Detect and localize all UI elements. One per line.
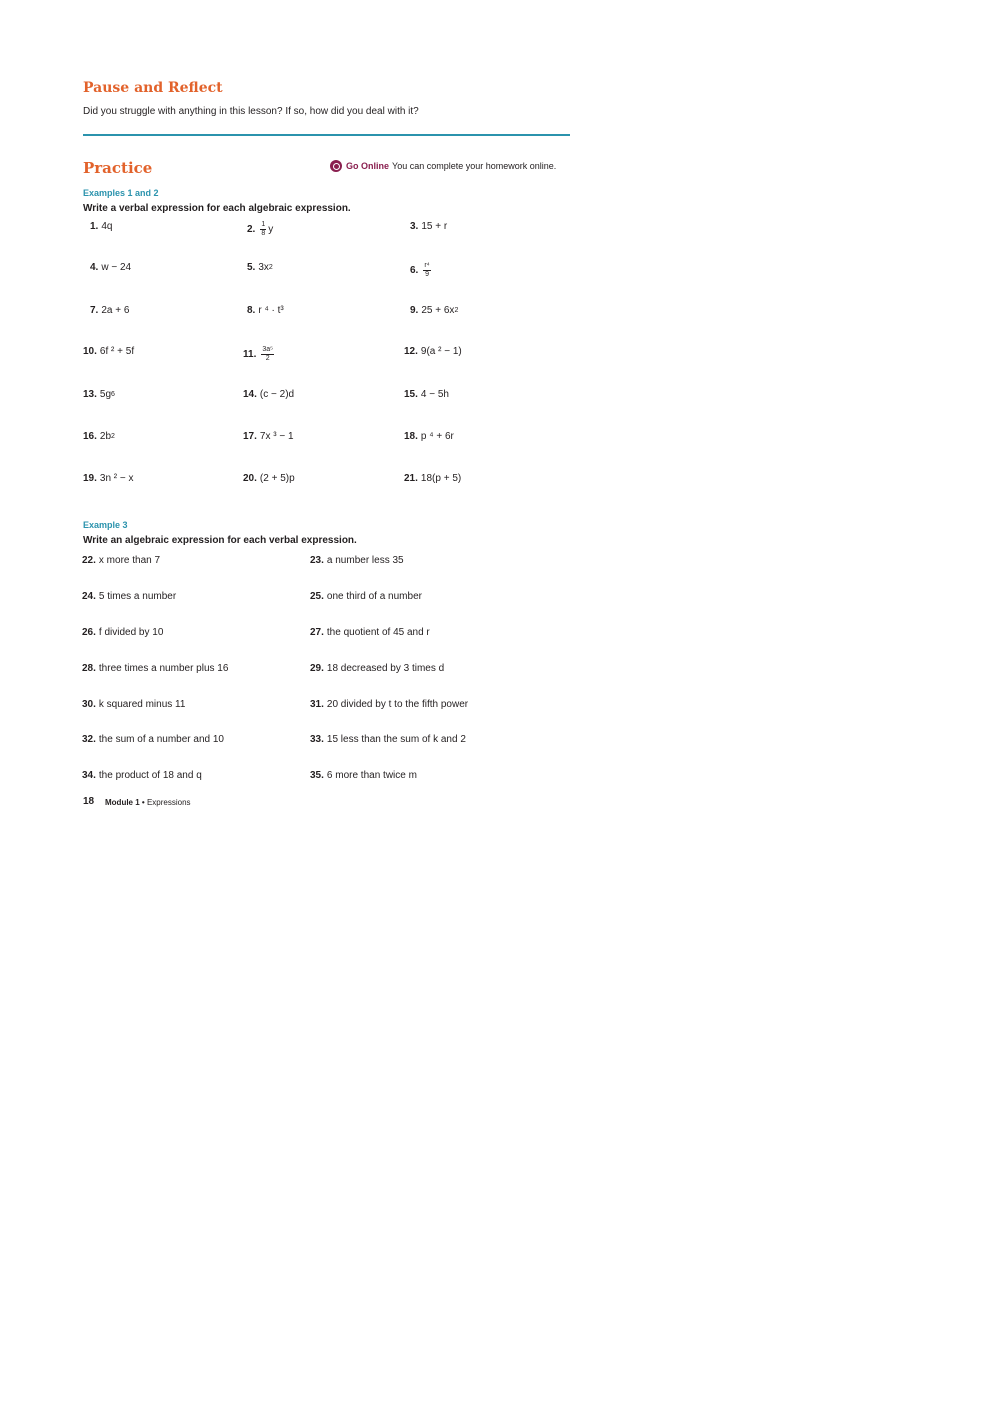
page-number: 18 — [83, 796, 95, 807]
expression: y — [268, 224, 274, 235]
exercise-item — [310, 627, 430, 638]
exercise-number: 5. — [247, 262, 256, 273]
expression: (2 + 5)p — [259, 473, 295, 484]
exercise-item — [82, 770, 202, 781]
fraction — [261, 346, 274, 363]
exercise-item — [247, 221, 273, 238]
exercise-number: 28. — [82, 663, 96, 674]
exercise-number: 9. — [410, 305, 419, 316]
exercise-item — [243, 346, 276, 363]
expression: r ⁴ · t³ — [258, 305, 284, 316]
exercise-number: 4. — [90, 262, 99, 273]
examples-1-2-label: Examples 1 and 2 — [83, 188, 159, 198]
exercise-number: 19. — [83, 473, 97, 484]
exercise-item — [82, 555, 160, 566]
pause-reflect-title: Pause and Reflect — [83, 80, 223, 96]
exponent: 2 — [454, 307, 459, 314]
exercise-number: 16. — [83, 431, 97, 442]
exercise-text: 18 decreased by 3 times d — [326, 663, 445, 674]
fraction-numerator: r⁴ — [424, 262, 430, 269]
section1-instruction: Write a verbal expression for each algebraic expression. — [83, 203, 351, 214]
fraction-numerator: 1 — [261, 221, 266, 228]
exercise-number: 20. — [243, 473, 257, 484]
exercise-number: 31. — [310, 699, 324, 710]
fraction — [423, 262, 430, 279]
exercise-number: 21. — [404, 473, 418, 484]
exercise-text: the product of 18 and q — [98, 770, 202, 781]
exercise-text: the quotient of 45 and r — [326, 627, 430, 638]
exercise-item — [310, 699, 468, 710]
exercise-item — [82, 591, 176, 602]
exercise-text: 5 times a number — [98, 591, 177, 602]
expression: 9(a ² − 1) — [420, 346, 462, 357]
exercise-number: 33. — [310, 734, 324, 745]
exercise-number: 8. — [247, 305, 256, 316]
go-online-text: You can complete your homework online. — [392, 161, 557, 171]
module-label: Module 1 • — [105, 798, 145, 807]
practice-title: Practice — [83, 159, 153, 177]
exercise-item — [410, 305, 458, 316]
exercise-number: 27. — [310, 627, 324, 638]
exercise-item — [310, 770, 417, 781]
exercise-item — [310, 663, 444, 674]
fraction-numerator: 3a⁵ — [262, 346, 274, 353]
exercise-number: 26. — [82, 627, 96, 638]
exercise-item — [83, 389, 115, 400]
exercise-item — [83, 431, 115, 442]
exercise-text: the sum of a number and 10 — [98, 734, 224, 745]
globe-icon — [330, 160, 342, 172]
expression: w − 24 — [101, 262, 132, 273]
exercise-number: 11. — [243, 349, 257, 360]
exercise-number: 30. — [82, 699, 96, 710]
exercise-text: one third of a number — [326, 591, 422, 602]
fraction-denominator: 8 — [261, 230, 266, 237]
exercise-text: x more than 7 — [98, 555, 161, 566]
exercise-item — [404, 389, 449, 400]
exercise-item — [247, 262, 273, 273]
expression: 6f ² + 5f — [99, 346, 135, 357]
exercise-number: 15. — [404, 389, 418, 400]
exercise-text: 20 divided by t to the fifth power — [326, 699, 469, 710]
exercise-text: three times a number plus 16 — [98, 663, 229, 674]
pause-reflect-question: Did you struggle with anything in this lesson? If so, how did you deal with it? — [83, 106, 419, 117]
go-online-link[interactable] — [330, 160, 556, 172]
expression: 5g — [99, 389, 112, 400]
exercise-item — [90, 221, 112, 232]
exercise-number: 1. — [90, 221, 99, 232]
exercise-item — [310, 591, 422, 602]
fraction — [260, 221, 266, 238]
exercise-number: 6. — [410, 265, 419, 276]
module-topic: Expressions — [146, 798, 191, 807]
exercise-text: k squared minus 11 — [98, 699, 186, 710]
exponent: 2 — [268, 264, 273, 271]
expression: 4q — [101, 221, 113, 232]
expression: 18(p + 5) — [420, 473, 462, 484]
expression: 7x ³ − 1 — [259, 431, 294, 442]
exponent: 6 — [111, 391, 115, 398]
exercise-number: 25. — [310, 591, 324, 602]
exercise-item — [83, 346, 134, 357]
exercise-item — [90, 305, 129, 316]
expression: 3n ² − x — [99, 473, 134, 484]
exercise-number: 24. — [82, 591, 96, 602]
expression: 25 + 6x — [421, 305, 455, 316]
exercise-number: 12. — [404, 346, 418, 357]
exercise-text: 15 less than the sum of k and 2 — [326, 734, 466, 745]
exercise-item — [82, 663, 228, 674]
exercise-item — [310, 555, 404, 566]
go-online-label: Go Online — [346, 161, 390, 171]
exercise-number: 2. — [247, 224, 256, 235]
exercise-item — [404, 431, 454, 442]
exercise-number: 10. — [83, 346, 97, 357]
expression: 4 − 5h — [420, 389, 449, 400]
exercise-number: 18. — [404, 431, 418, 442]
exercise-number: 32. — [82, 734, 96, 745]
exercise-item — [243, 473, 295, 484]
exercise-item — [90, 262, 131, 273]
expression: (c − 2)d — [259, 389, 295, 400]
exercise-text: a number less 35 — [326, 555, 404, 566]
answer-line[interactable] — [83, 134, 570, 136]
exercise-item — [243, 389, 294, 400]
exercise-item — [310, 734, 466, 745]
exercise-item — [410, 221, 447, 232]
exercise-item — [83, 473, 134, 484]
example-3-label: Example 3 — [83, 520, 128, 530]
expression: 3x — [258, 262, 269, 273]
exercise-item — [82, 734, 224, 745]
fraction-denominator: 2 — [265, 355, 270, 362]
footer-module — [105, 798, 191, 807]
exercise-number: 17. — [243, 431, 257, 442]
expression: p ⁴ + 6r — [420, 431, 454, 442]
exercise-item — [404, 473, 461, 484]
exercise-item — [404, 346, 462, 357]
exercise-text: 6 more than twice m — [326, 770, 417, 781]
exercise-number: 23. — [310, 555, 324, 566]
expression: 2b — [99, 431, 112, 442]
fraction-denominator: 9 — [425, 271, 429, 278]
exercise-item — [82, 627, 163, 638]
exercise-number: 34. — [82, 770, 96, 781]
exercise-number: 3. — [410, 221, 419, 232]
exercise-number: 7. — [90, 305, 99, 316]
exercise-number: 22. — [82, 555, 96, 566]
exercise-number: 29. — [310, 663, 324, 674]
exercise-item — [82, 699, 185, 710]
exponent: 2 — [111, 433, 115, 440]
exercise-item — [410, 262, 433, 279]
exercise-text: f divided by 10 — [98, 627, 164, 638]
expression: 2a + 6 — [101, 305, 130, 316]
exercise-number: 13. — [83, 389, 97, 400]
exercise-item — [247, 305, 284, 316]
section2-instruction: Write an algebraic expression for each verbal expression. — [83, 535, 357, 546]
exercise-item — [243, 431, 294, 442]
exercise-number: 35. — [310, 770, 324, 781]
expression: 15 + r — [421, 221, 448, 232]
exercise-number: 14. — [243, 389, 257, 400]
